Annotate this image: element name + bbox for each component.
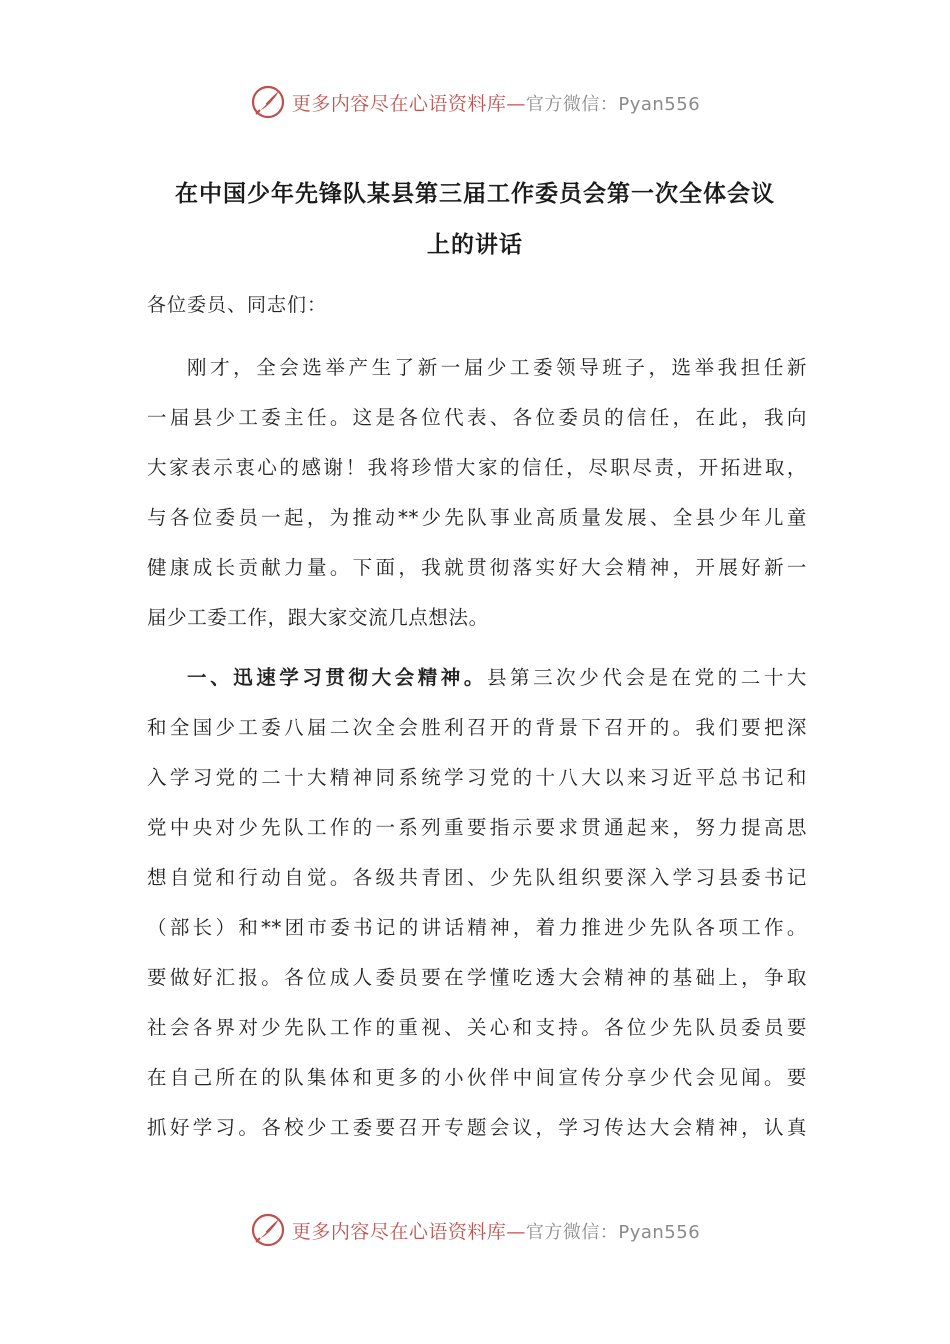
paragraph-line: 和全国少工委八届二次全会胜利召开的背景下召开的。我们要把深 — [147, 716, 807, 739]
quill-logo-icon — [250, 84, 286, 120]
paragraph-line: 届少工委工作，跟大家交流几点想法。 — [147, 606, 489, 629]
paragraph-line: 要做好汇报。各位成人委员要在学懂吃透大会精神的基础上，争取 — [147, 966, 807, 989]
paragraph-line: 健康成长贡献力量。下面，我就贯彻落实好大会精神，开展好新一 — [147, 556, 807, 579]
paragraph-line: 在自己所在的队集体和更多的小伙伴中间宣传分享少代会见闻。要 — [147, 1066, 807, 1089]
header-watermark-text — [292, 89, 700, 116]
paragraph-line: 刚才，全会选举产生了新一届少工委领导班子，选举我担任新 — [187, 356, 807, 379]
paragraph-1 — [147, 343, 807, 643]
header-watermark — [0, 80, 950, 124]
footer-watermark-wechat: 官方微信：Pyan556 — [525, 1221, 701, 1243]
paragraph-line-rest: 县第三次少代会是在党的二十大 — [486, 666, 807, 689]
footer-watermark — [0, 1208, 950, 1252]
document-title-line-1: 在中国少年先锋队某县第三届工作委员会第一次全体会议 — [175, 181, 775, 207]
paragraph-line: 一届县少工委主任。这是各位代表、各位委员的信任，在此，我向 — [147, 406, 807, 429]
paragraph-line-with-heading — [147, 653, 807, 703]
header-watermark-wechat: 官方微信：Pyan556 — [525, 93, 701, 115]
paragraph-2 — [147, 653, 807, 1153]
footer-watermark-text — [292, 1217, 700, 1244]
document-title-line-2: 上的讲话 — [427, 232, 523, 258]
paragraph-line: 抓好学习。各校少工委要召开专题会议，学习传达大会精神，认真 — [147, 1116, 807, 1139]
paragraph-line: 社会各界对少先队工作的重视、关心和支持。各位少先队员委员要 — [147, 1016, 807, 1039]
section-heading-1: 一、迅速学习贯彻大会精神。 — [187, 666, 487, 689]
quill-logo-icon — [250, 1212, 286, 1248]
paragraph-line: （部长）和**团市委书记的讲话精神，着力推进少先队各项工作。 — [147, 916, 807, 939]
header-watermark-red: 更多内容尽在心语资料库— — [291, 92, 526, 115]
salutation: 各位委员、同志们： — [147, 294, 328, 316]
paragraph-line: 入学习党的二十大精神同系统学习党的十八大以来习近平总书记和 — [147, 766, 807, 789]
paragraph-line: 党中央对少先队工作的一系列重要指示要求贯通起来，努力提高思 — [147, 816, 807, 839]
footer-watermark-red: 更多内容尽在心语资料库— — [291, 1220, 526, 1243]
paragraph-line: 大家表示衷心的感谢！我将珍惜大家的信任，尽职尽责，开拓进取， — [147, 456, 807, 479]
paragraph-line: 与各位委员一起，为推动**少先队事业高质量发展、全县少年儿童 — [147, 506, 807, 529]
paragraph-line: 想自觉和行动自觉。各级共青团、少先队组织要深入学习县委书记 — [147, 866, 807, 889]
